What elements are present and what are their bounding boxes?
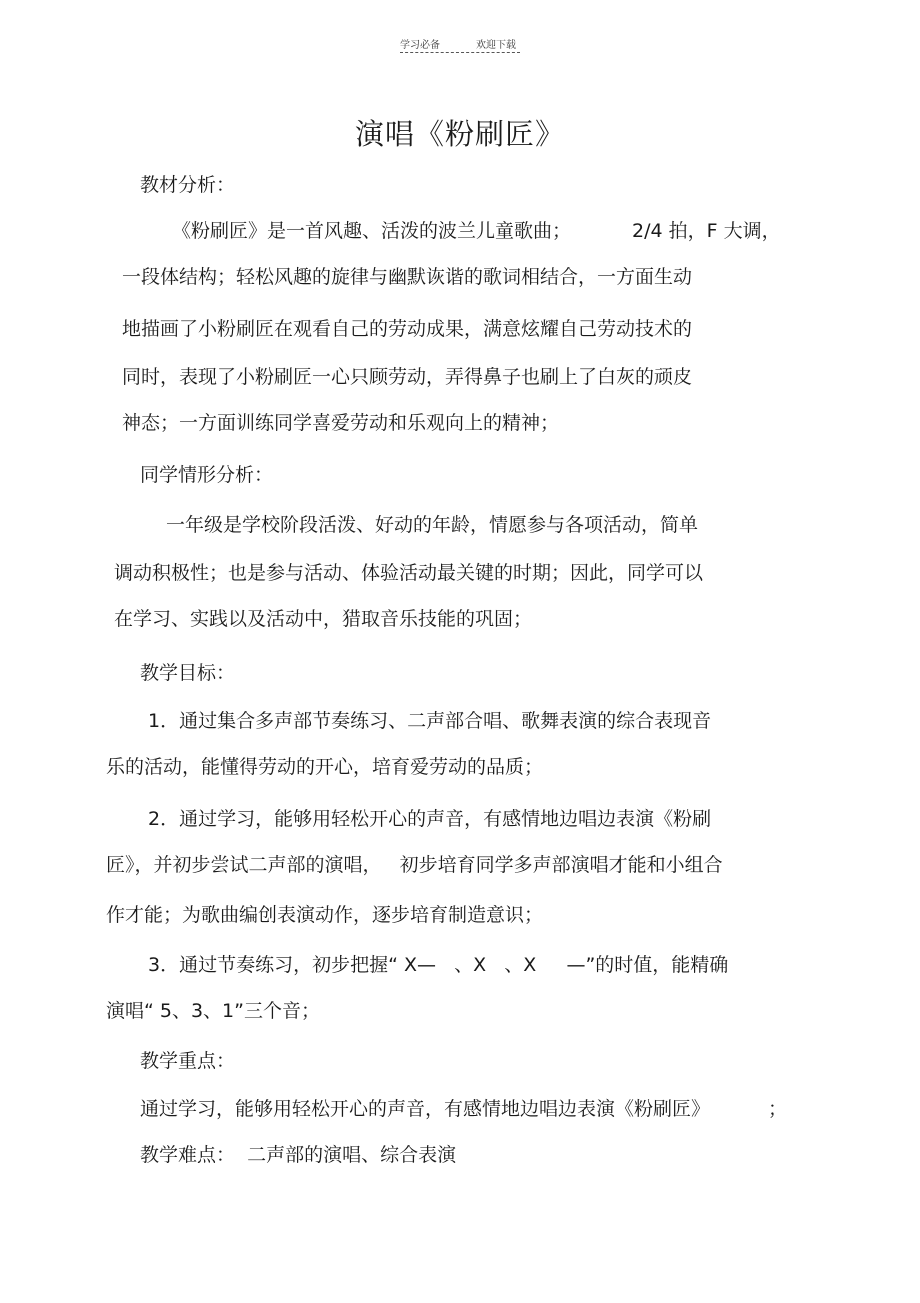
material-paragraph-line: 一段体结构；轻松风趣的旋律与幽默诙谐的歌词相结合，一方面生动	[122, 266, 693, 288]
material-paragraph-line: 神态；一方面训练同学喜爱劳动和乐观向上的精神；	[122, 412, 560, 434]
goal-item-line: 1．通过集合多声部节奏练习、二声部合唱、歌舞表演的综合表现音	[148, 710, 712, 732]
material-paragraph-line: 同时，表现了小粉刷匠一心只顾劳动，弄得鼻子也刷上了白灰的顽皮	[122, 366, 693, 388]
goal-item-line: 3．通过节奏练习，初步把握“ X— 、X 、X —”的时值，能精确	[148, 954, 729, 976]
header-right-text: 欢迎下载	[476, 40, 516, 51]
difficulty-line: 教学难点： 二声部的演唱、综合表演	[140, 1144, 457, 1166]
key-point-line-tail: ；	[768, 1098, 788, 1120]
goal-item-line: 乐的活动，能懂得劳动的开心，培育爱劳动的品质；	[106, 756, 544, 778]
goal-item-line: 作才能；为歌曲编创表演动作，逐步培育制造意识；	[106, 904, 544, 926]
goal-item-line: 演唱“ 5、3、1”三个音；	[106, 1000, 320, 1022]
section-heading-student: 同学情形分析：	[140, 464, 274, 486]
header-divider	[400, 52, 520, 53]
goal-item-line: 匠》，并初步尝试二声部的演唱， 初步培育同学多声部演唱才能和小组合	[106, 854, 723, 876]
key-point-line: 通过学习，能够用轻松开心的声音，有感情地边唱边表演《粉刷匠》	[140, 1098, 711, 1120]
document-title: 演唱《粉刷匠》	[354, 117, 565, 151]
goal-item-line: 2．通过学习，能够用轻松开心的声音，有感情地边唱边表演《粉刷	[148, 808, 712, 830]
section-heading-goals: 教学目标：	[140, 662, 236, 684]
material-paragraph-line: 地描画了小粉刷匠在观看自己的劳动成果，满意炫耀自己劳动技术的	[122, 318, 693, 340]
header-left-text: 学习必备	[400, 40, 440, 51]
student-paragraph-line: 一年级是学校阶段活泼、好动的年龄，情愿参与各项活动，简单	[166, 514, 699, 536]
section-heading-material: 教材分析：	[140, 174, 236, 196]
student-paragraph-line: 调动积极性；也是参与活动、体验活动最关键的时期；因此，同学可以	[114, 562, 704, 584]
section-heading-key: 教学重点：	[140, 1050, 236, 1072]
material-paragraph-line: 《粉刷匠》是一首风趣、活泼的波兰儿童歌曲；	[172, 220, 572, 242]
material-paragraph-line-tail: 2/4 拍，F 大调，	[632, 220, 781, 242]
student-paragraph-line: 在学习、实践以及活动中，猎取音乐技能的巩固；	[114, 608, 533, 630]
